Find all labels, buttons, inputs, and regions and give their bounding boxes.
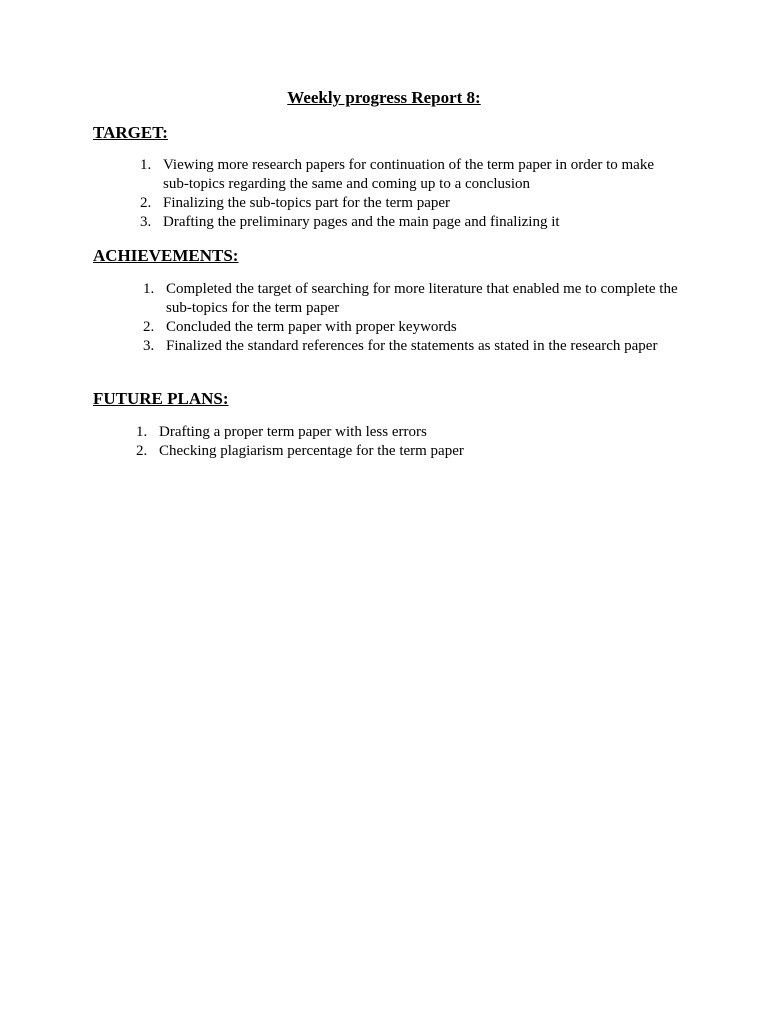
list-item-number: 1.: [140, 157, 152, 173]
list-item-text: Drafting the preliminary pages and the main page and finalizing it: [163, 214, 560, 230]
section-heading-future-plans: FUTURE PLANS:: [93, 389, 229, 408]
list-item-number: 2.: [140, 195, 152, 211]
list-item-number: 2.: [136, 443, 148, 459]
list-item-text: Concluded the term paper with proper keywords: [166, 319, 457, 335]
section-heading-target: TARGET:: [93, 123, 168, 142]
list-item: [140, 156, 680, 194]
list-item-number: 1.: [136, 424, 148, 440]
list-item-text: Completed the target of searching for more literature that enabled me to complete the sub-topics for the term paper: [166, 281, 678, 316]
list-item-text: Viewing more research papers for continuation of the term paper in order to make sub-topics regarding the same and coming up to a conclusion: [163, 157, 654, 192]
list-item-text: Finalizing the sub-topics part for the term paper: [163, 195, 450, 211]
page-title: Weekly progress Report 8:: [287, 88, 481, 107]
list-item: [140, 213, 680, 232]
target-list: [140, 156, 680, 232]
list-item-number: 1.: [143, 281, 155, 297]
future-plans-list: [136, 423, 696, 461]
list-item-text: Drafting a proper term paper with less errors: [159, 424, 427, 440]
list-item-number: 3.: [143, 338, 155, 354]
list-item: [136, 442, 696, 461]
list-item-number: 2.: [143, 319, 155, 335]
list-item-text: Checking plagiarism percentage for the term paper: [159, 443, 464, 459]
list-item: [143, 318, 683, 337]
list-item-text: Finalized the standard references for the statements as stated in the research paper: [166, 338, 658, 354]
list-item: [143, 337, 683, 356]
list-item: [143, 280, 683, 318]
list-item-number: 3.: [140, 214, 152, 230]
section-heading-achievements: ACHIEVEMENTS:: [93, 246, 239, 265]
list-item: [136, 423, 696, 442]
list-item: [140, 194, 680, 213]
achievements-list: [143, 280, 683, 356]
